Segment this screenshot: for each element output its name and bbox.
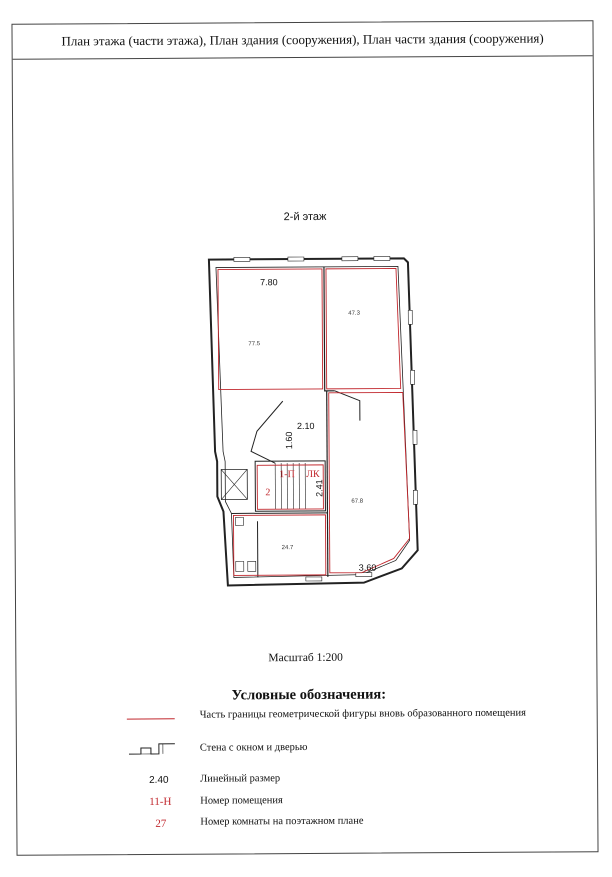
legend-item-wall: Стена с окном и дверью: [199, 741, 308, 754]
dim-top-width: 7.80: [260, 277, 278, 288]
scale-label: Масштаб 1:200: [268, 651, 343, 665]
document-header: [12, 21, 592, 60]
dim-stair-height: 1.60: [283, 431, 295, 450]
legend-title: Условные обозначения:: [231, 686, 387, 704]
legend-item-boundary: Часть границы геометрической фигуры вновь образованного помещения: [199, 707, 526, 721]
area-room-upper-right: 47.3: [348, 310, 360, 317]
area-room-lower-right: 67.8: [351, 498, 364, 505]
partition-diagonal: [251, 401, 283, 463]
floor-plan: [194, 250, 426, 601]
sanitary-2: [248, 561, 256, 571]
legend-symbol-room-number: 11-Н: [149, 795, 172, 808]
partition-vertical: [324, 267, 335, 391]
stair-label: ЛК: [306, 468, 320, 480]
dim-bottom-width: 3.60: [358, 562, 377, 573]
legend-item-floor-room: Номер комнаты на поэтажном плане: [200, 815, 364, 828]
legend-red-line-symbol: [127, 716, 177, 722]
legend-symbol-dimension: 2.40: [149, 774, 169, 786]
legend-wall-symbol: [129, 740, 181, 758]
document-title: План этажа (части этажа), План здания (сооружения), План части здания (сооружения): [61, 30, 544, 49]
legend-item-room-number: Номер помещения: [200, 795, 283, 807]
room-mark-b: 2: [265, 487, 271, 499]
legend-symbol-floor-room: 27: [155, 817, 167, 830]
windows-bottom: [306, 573, 372, 581]
document-sheet: [11, 20, 598, 856]
area-room-large: 77.5: [248, 341, 261, 348]
partition-mid: [327, 391, 328, 577]
small-room-wall: [231, 513, 327, 514]
sanitary-1: [236, 561, 244, 571]
dim-landing: 2.41: [314, 479, 325, 497]
area-room-small: 24.7: [281, 545, 294, 552]
dim-stair-width: 2.10: [296, 420, 315, 432]
legend-item-dimension: Линейный размер: [200, 773, 281, 785]
room-mark-a: 1-П: [279, 469, 295, 481]
floor-label: 2-й этаж: [283, 210, 327, 224]
partition-right: [335, 391, 360, 421]
